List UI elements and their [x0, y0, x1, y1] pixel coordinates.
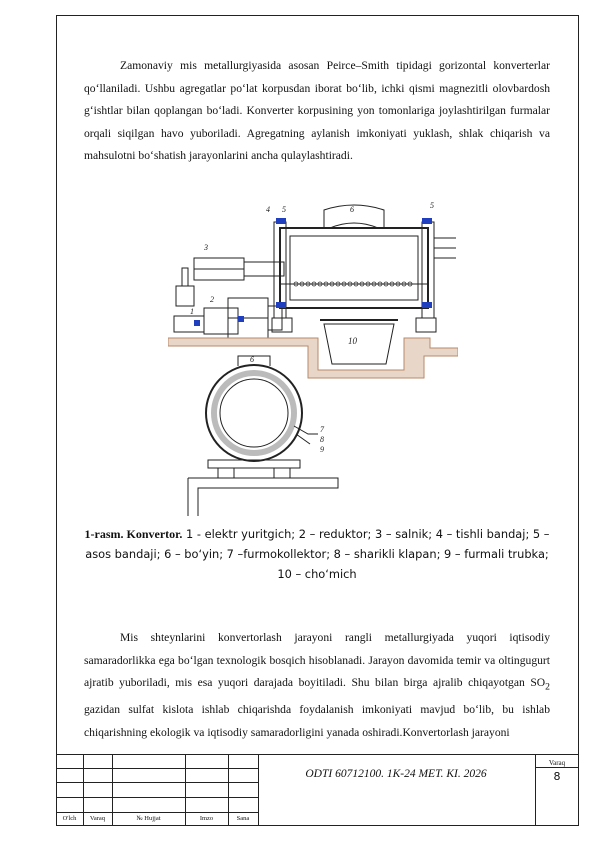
- stamp-olch: O'lch: [62, 815, 77, 822]
- label-2: 2: [210, 295, 214, 304]
- label-6b: 6: [250, 355, 254, 364]
- label-8: 8: [320, 435, 324, 444]
- stamp-imzo: Imzo: [199, 815, 214, 822]
- caption-title: 1-rasm. Konvertor.: [84, 527, 183, 541]
- page-number: 8: [553, 770, 561, 783]
- sheet-label: Varaq: [548, 759, 566, 767]
- label-5b: 5: [430, 201, 434, 210]
- stamp-hujjat: № Hujjat: [136, 815, 161, 822]
- caption-text: 1 - elektr yuritgich; 2 – reduktor; 3 – salnik; 4 – tishli bandaj; 5 – asos bandaji; 6 – bo‘yin; 7 –furmokollektor; 8 – sharikli klapan; 9 – furmali trubka; 10 – cho‘mich: [85, 527, 550, 581]
- stamp-varaq: Varaq: [89, 815, 106, 822]
- converter-drawing: [168, 198, 458, 516]
- stamp-sana: Sana: [236, 815, 250, 822]
- label-3: 3: [204, 243, 208, 252]
- paragraph-intro: Zamonaviy mis metallurgiyasida asosan Peirce–Smith tipidagi gorizontal konverterlar qo‘llaniladi. Ushbu agregatlar po‘lat korpusdan iborat bo‘lib, ichki qismi magnezitli olovbardosh g‘ishtlar bilan qoplangan bo‘ladi. Konverter korpusining yon tomonlariga joylashtirilgan furmalar orqali siqilgan havo yuboriladi. Agregatning aylanish imkoniyati yuklash, shlak chiqarish va mahsulotni bo‘shatish jarayonlarini ancha qulaylashtiradi.: [84, 59, 550, 163]
- paragraph-main-a: Mis shteynlarini konvertorlash jarayoni rangli metallurgiyada yuqori iqtisodiy samaradorlikka ega bo‘lgan texnologik bosqich hisoblanadi. Jarayon davomida temir va oltingugurt ajratib yuboriladi, mis esa yuqori darajada boyitiladi. Shu bilan birga ajralib chiqayotgan SO: [84, 631, 550, 690]
- label-5a: 5: [282, 205, 286, 214]
- title-block: [56, 754, 579, 826]
- paragraph-main: [84, 627, 550, 744]
- converter-figure: [168, 198, 458, 516]
- label-6a: 6: [350, 205, 354, 214]
- document-code: ODTI 60712100. 1K-24 MET. KI. 2026: [305, 768, 487, 780]
- label-10: 10: [348, 336, 357, 346]
- label-7: 7: [320, 425, 324, 434]
- so2-subscript: 2: [545, 681, 550, 693]
- paragraph-main-b: gazidan sulfat kislota ishlab chiqarishda foydalanish imkoniyati mavjud bo‘lib, bu ishlab chiqarishning ekologik va iqtisodiy samaradorligini yanada oshiradi.Konvertorlash jarayoni: [84, 703, 550, 739]
- label-1: 1: [190, 307, 194, 316]
- label-4: 4: [266, 205, 270, 214]
- label-9: 9: [320, 445, 324, 454]
- figure-caption: [84, 524, 550, 584]
